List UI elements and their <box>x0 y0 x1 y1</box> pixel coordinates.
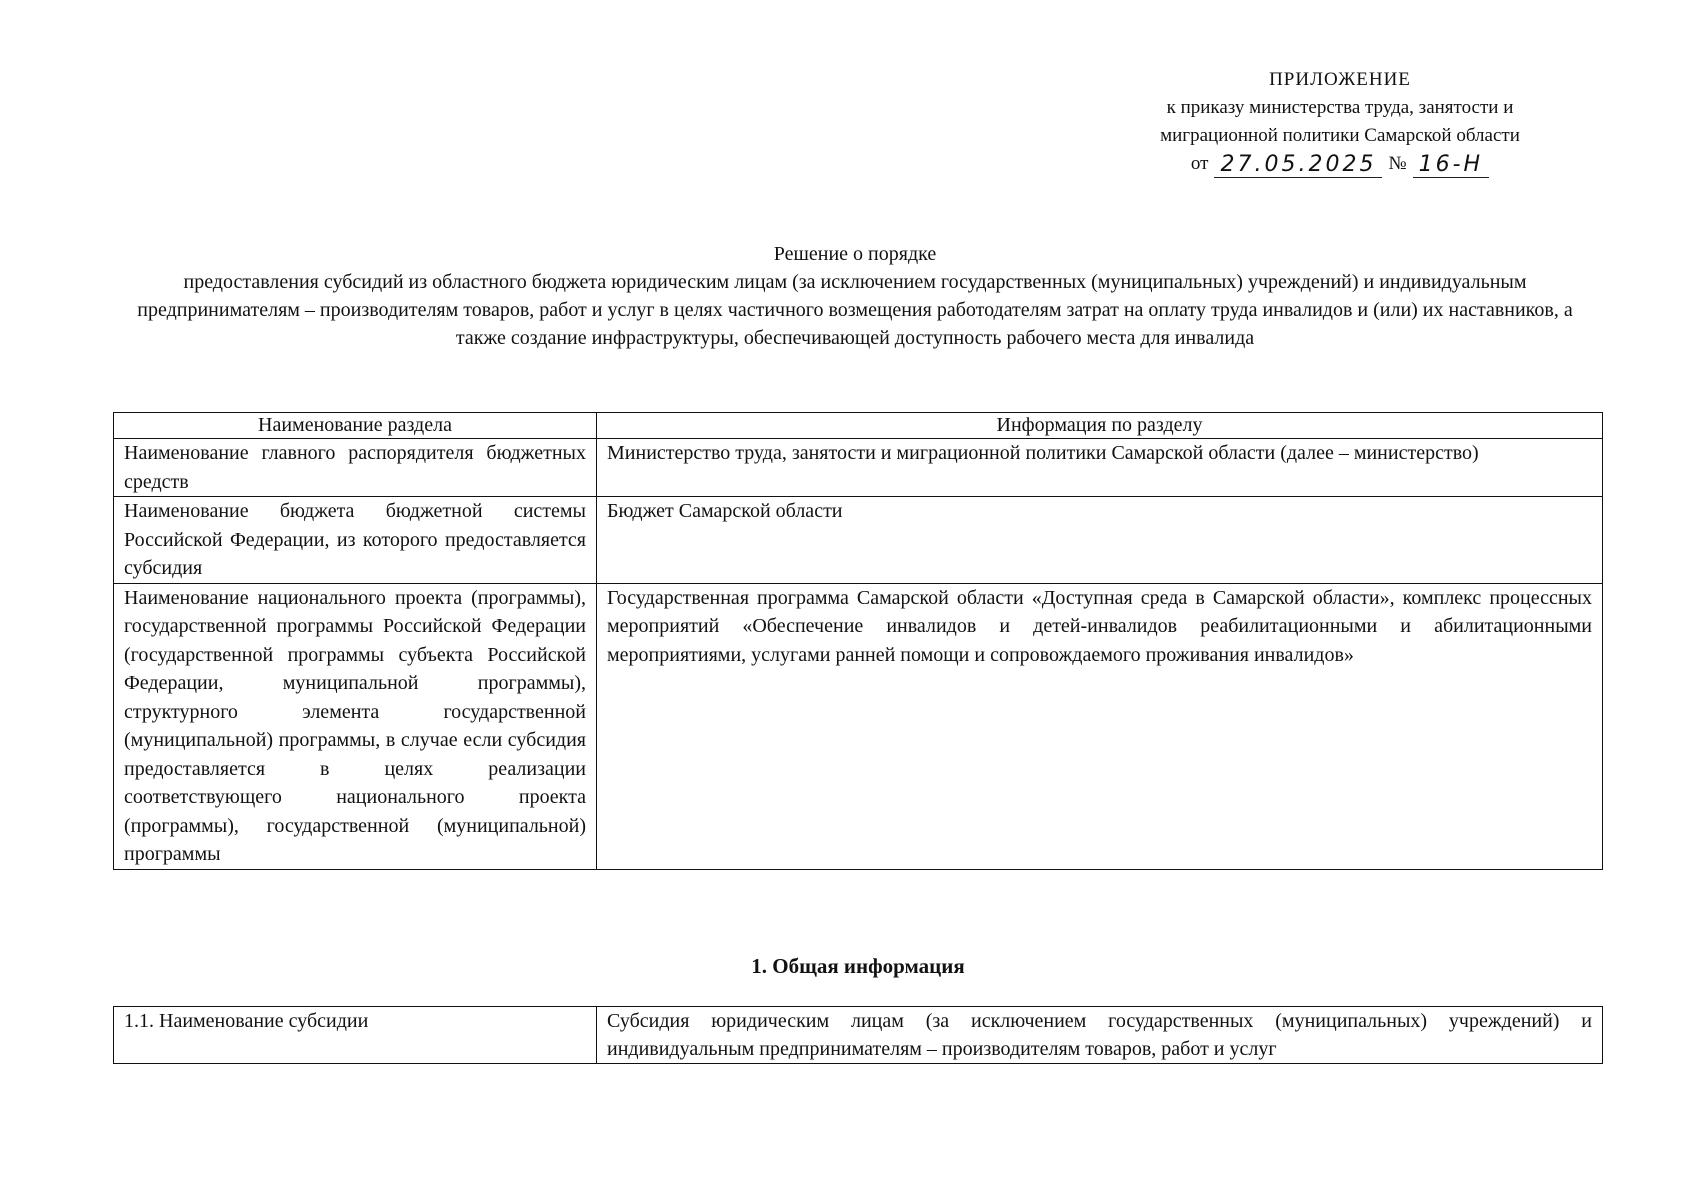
table-row <box>114 583 1603 869</box>
section-heading-general-info: 1. Общая информация <box>751 954 965 978</box>
row-name-cell: Наименование бюджета бюджетной системы Российской Федерации, из которого предоставляется субсидия <box>114 497 597 584</box>
info-table-header-row <box>114 413 1603 439</box>
row-info-cell: Бюджет Самарской области <box>597 497 1603 584</box>
date-prefix: от <box>1190 153 1209 174</box>
appendix-order-line-2: миграционной политики Самарской области <box>1160 125 1520 146</box>
decision-text: предоставления субсидий из областного бюджета юридическим лицам (за исключением государственных (муниципальных) учреждений) и индивидуальным предпринимателям – производителям товаров, работ и услуг в целях частичного возмещения работодателям затрат на оплату труда инвалидов и (или) их наставников, а также создание инфраструктуры, обеспечивающей доступность рабочего места для инвалида <box>137 271 1573 349</box>
table-row <box>114 1007 1603 1064</box>
decision-heading <box>110 240 1600 352</box>
row-name-cell: Наименование национального проекта (программы), государственной программы Российской Федерации (государственной программы субъекта Российской Федерации, муниципальной программы), структурного элемента государственной (муниципальной) программы, в случае если субсидия предоставляется в целях реализации соответствующего национального проекта (программы), государственной (муниципальной) программы <box>114 583 597 869</box>
table-row <box>114 439 1603 497</box>
subsidy-name-label: 1.1. Наименование субсидии <box>114 1007 597 1064</box>
appendix-title: ПРИЛОЖЕНИЕ <box>1269 69 1411 90</box>
column-header-section-name: Наименование раздела <box>114 413 597 439</box>
handwritten-date: 27.05.2025 <box>1214 153 1382 178</box>
subsidy-name-value: Субсидия юридическим лицам (за исключением государственных (муниципальных) учреждений) и индивидуальным предпринимателям – производителям товаров, работ и услуг <box>597 1007 1603 1064</box>
table-row <box>114 497 1603 584</box>
column-header-section-info: Информация по разделу <box>597 413 1603 439</box>
row-name-cell: Наименование главного распорядителя бюджетных средств <box>114 439 597 497</box>
number-sign: № <box>1388 153 1407 174</box>
row-info-cell: Министерство труда, занятости и миграционной политики Самарской области (далее – министерство) <box>597 439 1603 497</box>
appendix-block <box>1080 66 1600 178</box>
row-info-cell: Государственная программа Самарской области «Доступная среда в Самарской области», комплекс процессных мероприятий «Обеспечение инвалидов и детей-инвалидов реабилитационными и абилитационными мероприятиями, услугами ранней помощи и сопровождаемого проживания инвалидов» <box>597 583 1603 869</box>
appendix-date-line <box>1080 150 1600 178</box>
decision-title: Решение о порядке <box>773 243 937 265</box>
info-table <box>113 412 1603 870</box>
handwritten-number: 16-Н <box>1413 153 1489 178</box>
appendix-order-line-1: к приказу министерства труда, занятости и <box>1166 97 1514 118</box>
general-info-table <box>113 1006 1603 1064</box>
